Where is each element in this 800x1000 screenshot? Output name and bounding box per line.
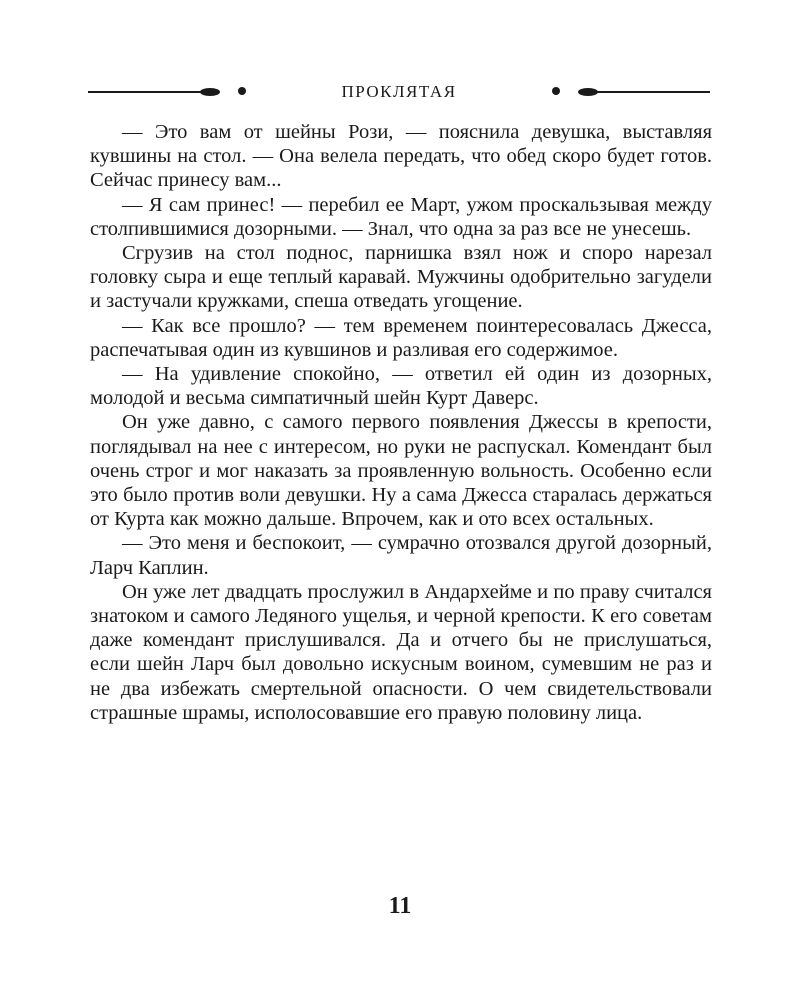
right-ornament-dot <box>552 87 560 95</box>
body-text <box>90 120 712 725</box>
paragraph: Он уже давно, с самого первого появления Джессы в крепости, поглядывал на нее с интересом, но руки не распускал. Комендант был очень строг и мог наказать за проявленную вольность. Особенно если это было против воли девушки. Ну а сама Джесса старалась держаться от Курта как можно дальше. Впрочем, как и ото всех остальных. <box>90 411 712 531</box>
paragraph: — Я сам принес! — перебил ее Март, ужом проскальзывая между столпившимися дозорными. — Знал, что одна за раз все не унесешь. <box>90 193 712 240</box>
running-header <box>88 80 710 104</box>
paragraph: — Это меня и беспокоит, — сумрачно отозвался другой дозорный, Ларч Каплин. <box>90 532 712 579</box>
running-title: ПРОКЛЯТАЯ <box>341 82 457 101</box>
paragraph: — Это вам от шейны Рози, — пояснила девушка, выставляя кувшины на стол. — Она велела передать, что обед скоро будет готов. Сейчас принесу вам... <box>90 121 712 192</box>
paragraph: Он уже лет двадцать прослужил в Андархейме и по праву считался знатоком и самого Ледяного ущелья, и черной крепости. К его советам даже комендант прислушивался. Да и отчего бы не прислушаться, если шейн Ларч был довольно искусным воином, сумевшим не раз и не два избежать смертельной опасности. О чем свидетельствовали страшные шрамы, исполосовавшие его правую половину лица. <box>90 580 712 724</box>
paragraph: Сгрузив на стол поднос, парнишка взял нож и споро нарезал головку сыра и еще теплый каравай. Мужчины одобрительно загудели и застучали кружками, спеша отведать угощение. <box>90 242 712 313</box>
paragraph: — На удивление спокойно, — ответил ей один из дозорных, молодой и весьма симпатичный шейн Курт Даверс. <box>90 363 712 410</box>
paragraph: — Как все прошло? — тем временем поинтересовалась Джесса, распечатывая один из кувшинов и разливая его содержимое. <box>90 314 712 361</box>
right-ornament-rule <box>582 91 710 93</box>
page-number: 11 <box>388 893 412 919</box>
